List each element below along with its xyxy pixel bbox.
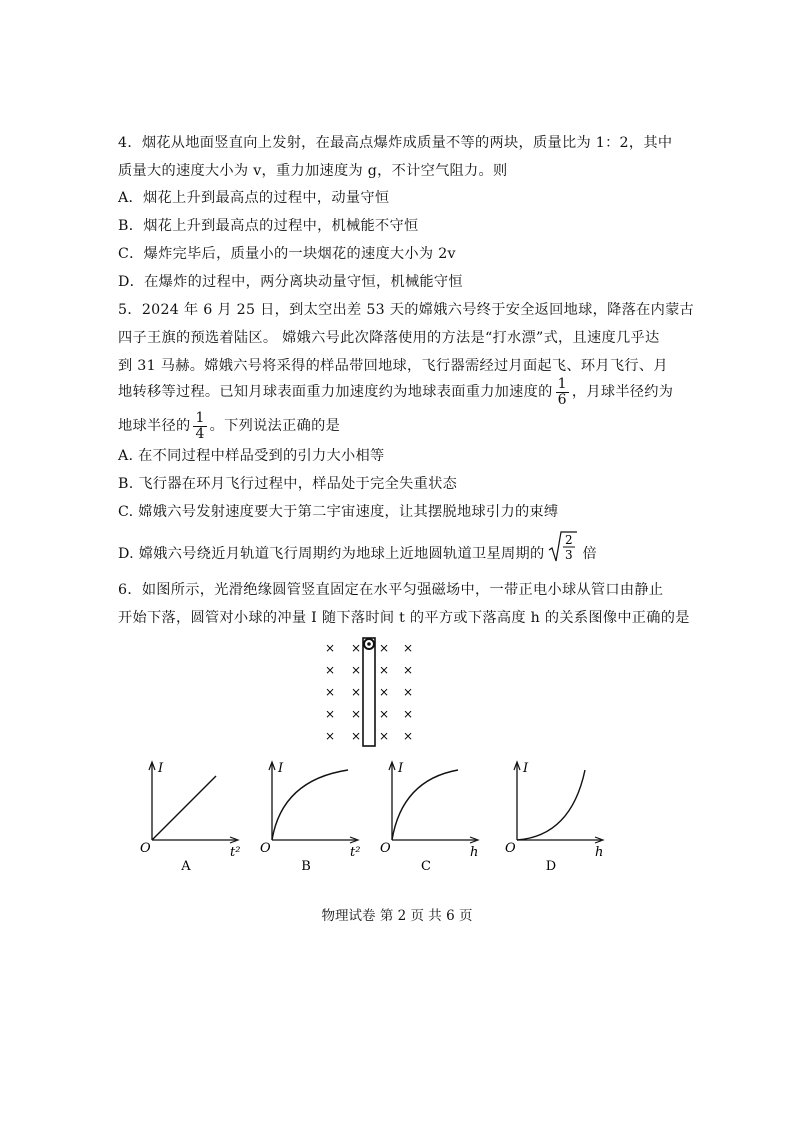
- fraction-numerator: 1: [557, 375, 567, 392]
- x-axis-label: t²: [230, 845, 241, 860]
- q4-stem-line1: 4．烟花从地面竖直向上发射，在最高点爆炸成质量不等的两块，质量比为 1：2，其中: [118, 135, 673, 151]
- graph-b: [260, 758, 370, 876]
- graph-curve: [272, 770, 348, 840]
- q5-option-d-text-b: 倍: [582, 546, 597, 562]
- x-axis-label: t²: [350, 845, 361, 860]
- field-cross-symbol: ×: [350, 685, 362, 699]
- q6-stem-line2: 开始下落，圆管对小球的冲量 I 随下落时间 t 的平方或下落高度 h 的关系图像中正确的是: [118, 610, 690, 626]
- origin-label: O: [505, 841, 516, 856]
- fraction-one-quarter: [193, 411, 206, 442]
- sqrt-two-thirds: [548, 530, 578, 578]
- field-cross-symbol: ×: [324, 641, 336, 655]
- insulating-tube: [363, 638, 375, 746]
- y-axis-label: I: [398, 761, 404, 776]
- q4-stem-line2: 质量大的速度大小为 v，重力加速度为 g，不计空气阻力。则: [118, 163, 508, 179]
- origin-label: O: [260, 841, 271, 856]
- y-axis-label: I: [523, 761, 529, 776]
- fraction-one-sixth: [556, 377, 569, 408]
- q5-stem-line2: 四子王旗的预选着陆区。 嫦娥六号此次降落使用的方法是“打水漂”式，且速度几乎达: [118, 330, 660, 346]
- q5-stem-line5: [118, 406, 340, 446]
- sqrt-symbol-icon: [548, 530, 578, 564]
- magnetic-field-tube-figure: [318, 632, 426, 752]
- q4-option-c: C．爆炸完毕后，质量小的一块烟花的速度大小为 2v: [118, 246, 456, 262]
- q4-option-a: A．烟花上升到最高点的过程中，动量守恒: [118, 190, 390, 206]
- graph-option-label: B: [301, 859, 311, 874]
- graph-curve: [392, 770, 458, 840]
- field-cross-symbol: ×: [350, 663, 362, 677]
- field-cross-symbol: ×: [402, 641, 414, 655]
- graph-curve: [152, 776, 216, 840]
- graph-option-label: A: [181, 859, 191, 874]
- q5-option-b: B. 飞行器在环月飞行过程中，样品处于完全失重状态: [118, 476, 458, 492]
- field-cross-symbol: ×: [324, 707, 336, 721]
- charged-ball-center: [367, 642, 371, 646]
- q6-stem-line1: 6．如图所示，光滑绝缘圆管竖直固定在水平匀强磁场中，一带正电小球从管口由静止: [118, 582, 664, 598]
- y-axis-label: I: [278, 761, 284, 776]
- field-cross-symbol: ×: [402, 663, 414, 677]
- field-cross-symbol: ×: [378, 663, 390, 677]
- field-cross-symbol: ×: [324, 663, 336, 677]
- field-cross-symbol: ×: [402, 729, 414, 743]
- page-footer: 物理试卷 第 2 页 共 6 页: [321, 908, 473, 924]
- sqrt-numerator: 2: [565, 533, 574, 547]
- field-cross-symbol: ×: [378, 641, 390, 655]
- q5-stem-line4-text-a: 地转移等过程。已知月球表面重力加速度约为地球表面重力加速度的: [118, 384, 553, 400]
- fraction-denominator: 4: [195, 425, 205, 442]
- field-cross-symbol: ×: [378, 729, 390, 743]
- fraction-denominator: 6: [557, 391, 567, 408]
- field-cross-symbol: ×: [378, 685, 390, 699]
- graph-c: [380, 758, 490, 876]
- graph-option-label: C: [421, 859, 431, 874]
- fraction-numerator: 1: [195, 409, 205, 426]
- q5-option-c: C. 嫦娥六号发射速度要大于第二宇宙速度，让其摆脱地球引力的束缚: [118, 504, 559, 520]
- field-cross-symbol: ×: [350, 707, 362, 721]
- graph-d: [505, 758, 615, 876]
- q5-stem-line3: 到 31 马赫。嫦娥六号将采得的样品带回地球，飞行器需经过月面起飞、环月飞行、月: [118, 358, 668, 374]
- origin-label: O: [380, 841, 391, 856]
- origin-label: O: [140, 841, 151, 856]
- x-axis-label: h: [470, 845, 479, 860]
- q5-option-a: A. 在不同过程中样品受到的引力大小相等: [118, 448, 385, 464]
- q5-option-d: [118, 530, 597, 578]
- q4-option-d: D．在爆炸的过程中，两分离块动量守恒，机械能守恒: [118, 274, 463, 290]
- q4-option-b: B．烟花上升到最高点的过程中，机械能不守恒: [118, 218, 419, 234]
- field-cross-symbol: ×: [350, 729, 362, 743]
- q5-stem-line5-text-b: 。下列说法正确的是: [209, 418, 341, 434]
- field-cross-symbol: ×: [350, 641, 362, 655]
- field-cross-symbol: ×: [324, 685, 336, 699]
- field-cross-symbol: ×: [402, 707, 414, 721]
- field-cross-symbol: ×: [324, 729, 336, 743]
- field-cross-symbol: ×: [402, 685, 414, 699]
- graph-option-label: D: [545, 859, 557, 874]
- graph-a: [140, 758, 250, 876]
- q5-stem-line5-text-a: 地球半径的: [118, 418, 191, 434]
- x-axis-label: h: [595, 845, 604, 860]
- q5-option-d-text-a: D. 嫦娥六号绕近月轨道飞行周期约为地球上近地圆轨道卫星周期的: [118, 546, 545, 562]
- q5-stem-line1: 5．2024 年 6 月 25 日，到太空出差 53 天的嫦娥六号终于安全返回地球，降落在内蒙古: [118, 302, 695, 318]
- graph-curve: [517, 770, 585, 840]
- field-cross-symbol: ×: [378, 707, 390, 721]
- sqrt-denominator: 3: [565, 548, 574, 562]
- y-axis-label: I: [158, 761, 164, 776]
- q5-stem-line4-text-b: ，月球半径约为: [571, 384, 674, 400]
